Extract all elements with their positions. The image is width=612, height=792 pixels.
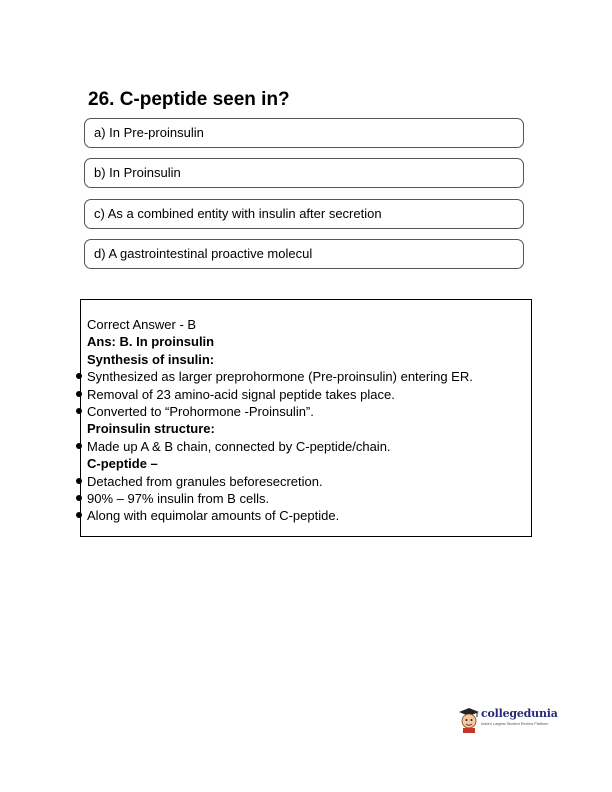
collegedunia-logo bbox=[458, 705, 568, 735]
question-title: 26. C-peptide seen in? bbox=[88, 89, 290, 110]
logo-name: collegedunia bbox=[481, 707, 558, 720]
proinsulin-point: Made up A & B chain, connected by C-peptide/chain. bbox=[87, 438, 527, 455]
cpeptide-point: 90% – 97% insulin from B cells. bbox=[87, 490, 527, 507]
synthesis-point: Removal of 23 amino-acid signal peptide takes place. bbox=[87, 386, 527, 403]
synthesis-point: Synthesized as larger preprohormone (Pre-proinsulin) entering ER. bbox=[87, 368, 527, 385]
proinsulin-heading: Proinsulin structure: bbox=[87, 421, 215, 437]
synthesis-heading: Synthesis of insulin: bbox=[87, 351, 215, 367]
correct-answer: Correct Answer - B bbox=[87, 317, 197, 332]
graduate-mascot-icon bbox=[458, 707, 480, 733]
ans-line: Ans: B. In proinsulin bbox=[87, 334, 215, 350]
logo-tagline: India's Largest Student Review Platform bbox=[481, 722, 549, 726]
option-c[interactable]: c) As a combined entity with insulin after secretion bbox=[84, 199, 524, 229]
synthesis-point: Converted to “Prohormone -Proinsulin”. bbox=[87, 403, 527, 420]
option-a[interactable]: a) In Pre-proinsulin bbox=[84, 118, 524, 148]
option-d[interactable]: d) A gastrointestinal proactive molecul bbox=[84, 239, 524, 269]
cpeptide-heading: C-peptide – bbox=[87, 456, 158, 472]
cpeptide-point: Along with equimolar amounts of C-peptide. bbox=[87, 507, 527, 524]
cpeptide-point: Detached from granules beforesecretion. bbox=[87, 473, 527, 490]
option-b[interactable]: b) In Proinsulin bbox=[84, 158, 524, 188]
answer-explanation bbox=[87, 316, 527, 525]
